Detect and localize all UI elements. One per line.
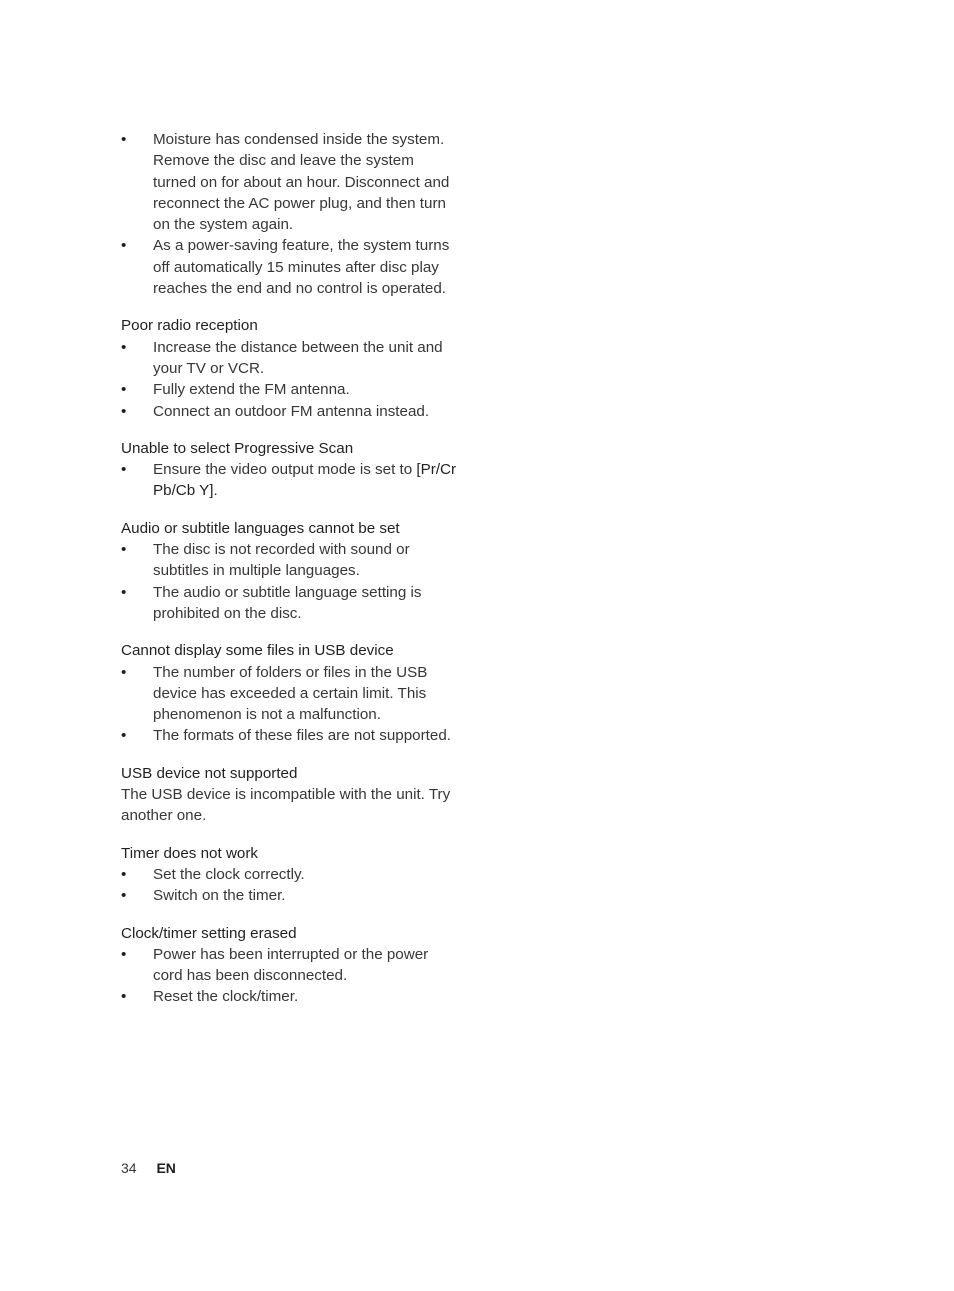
- bullet-icon: •: [121, 402, 127, 420]
- page-footer: [121, 1158, 176, 1178]
- list-item: [121, 986, 461, 1007]
- list-item: [121, 337, 461, 380]
- intro-bullet-list: [121, 129, 461, 299]
- troubleshooting-column: [121, 129, 461, 1024]
- list-item-text: The formats of these files are not supported.: [153, 727, 452, 745]
- section-timer-not-working: [121, 843, 461, 907]
- bullet-icon: •: [121, 237, 127, 255]
- bullet-icon: •: [121, 887, 127, 905]
- list-item: [121, 864, 461, 885]
- bullet-list: [121, 459, 461, 502]
- list-item-text: Connect an outdoor FM antenna instead.: [153, 402, 430, 420]
- list-item-text: Increase the distance between the unit and your TV or VCR.: [153, 338, 443, 377]
- list-item-text: Reset the clock/timer.: [153, 988, 299, 1006]
- bullet-list: [121, 337, 461, 422]
- bullet-icon: •: [121, 583, 127, 601]
- bullet-list: [121, 539, 461, 624]
- list-item-text: Set the clock correctly.: [153, 865, 305, 883]
- list-item: [121, 944, 461, 987]
- section-heading: Unable to select Progressive Scan: [121, 439, 354, 457]
- bullet-list: [121, 662, 461, 747]
- section-heading: Timer does not work: [121, 844, 259, 862]
- list-item: [121, 379, 461, 400]
- list-item-text: The audio or subtitle language setting is prohibited on the disc.: [153, 583, 422, 622]
- bullet-icon: •: [121, 988, 127, 1006]
- list-item: [121, 459, 461, 502]
- list-item: [121, 885, 461, 906]
- section-heading: Cannot display some files in USB device: [121, 642, 394, 660]
- section-audio-subtitle-languages: [121, 518, 461, 624]
- section-usb-not-supported: [121, 763, 461, 827]
- list-item: [121, 401, 461, 422]
- list-item: [121, 725, 461, 746]
- section-heading: Audio or subtitle languages cannot be set: [121, 519, 400, 537]
- list-item-text: Ensure the video output mode is set to: [153, 461, 417, 479]
- section-usb-files: [121, 640, 461, 746]
- list-item-text: Moisture has condensed inside the system. Remove the disc and leave the system turned on for about an hour. Disconnect and reconnect the AC power plug, and then turn on the system again.: [153, 131, 450, 234]
- list-item: [121, 129, 461, 235]
- section-progressive-scan: [121, 438, 461, 502]
- bullet-icon: •: [121, 541, 127, 559]
- list-item-text: As a power-saving feature, the system turns off automatically 15 minutes after disc play reaches the end and no control is operated.: [153, 237, 450, 298]
- bullet-icon: •: [121, 131, 127, 148]
- bullet-icon: •: [121, 461, 127, 479]
- bullet-list: [121, 944, 461, 1008]
- section-clock-timer-erased: [121, 923, 461, 1008]
- list-item-text: Switch on the timer.: [153, 887, 286, 905]
- section-body-text: The USB device is incompatible with the unit. Try another one.: [121, 786, 451, 825]
- bullet-icon: •: [121, 338, 127, 356]
- section-heading: USB device not supported: [121, 764, 298, 782]
- section-poor-radio-reception: [121, 315, 461, 421]
- bullet-icon: •: [121, 381, 127, 399]
- list-item: [121, 582, 461, 625]
- video-output-mode-value: [Pr/Cr Pb/Cb Y]: [153, 461, 457, 500]
- section-heading: Clock/timer setting erased: [121, 924, 297, 942]
- bullet-icon: •: [121, 945, 127, 963]
- list-item-text: The number of folders or files in the USB device has exceeded a certain limit. This phenomenon is not a malfunction.: [153, 663, 428, 724]
- bullet-icon: •: [121, 865, 127, 883]
- list-item: [121, 662, 461, 726]
- list-item-text: Power has been interrupted or the power cord has been disconnected.: [153, 945, 429, 985]
- bullet-list: [121, 864, 461, 907]
- intro-section: [121, 129, 461, 299]
- section-heading: Poor radio reception: [121, 317, 258, 335]
- language-code: EN: [156, 1160, 176, 1176]
- list-item: [121, 539, 461, 582]
- list-item-suffix: .: [213, 482, 218, 500]
- list-item-text: The disc is not recorded with sound or subtitles in multiple languages.: [153, 541, 410, 580]
- bullet-icon: •: [121, 727, 127, 745]
- list-item-text: Fully extend the FM antenna.: [153, 381, 350, 399]
- list-item: [121, 235, 461, 299]
- page-number: 34: [121, 1160, 137, 1176]
- bullet-icon: •: [121, 663, 127, 681]
